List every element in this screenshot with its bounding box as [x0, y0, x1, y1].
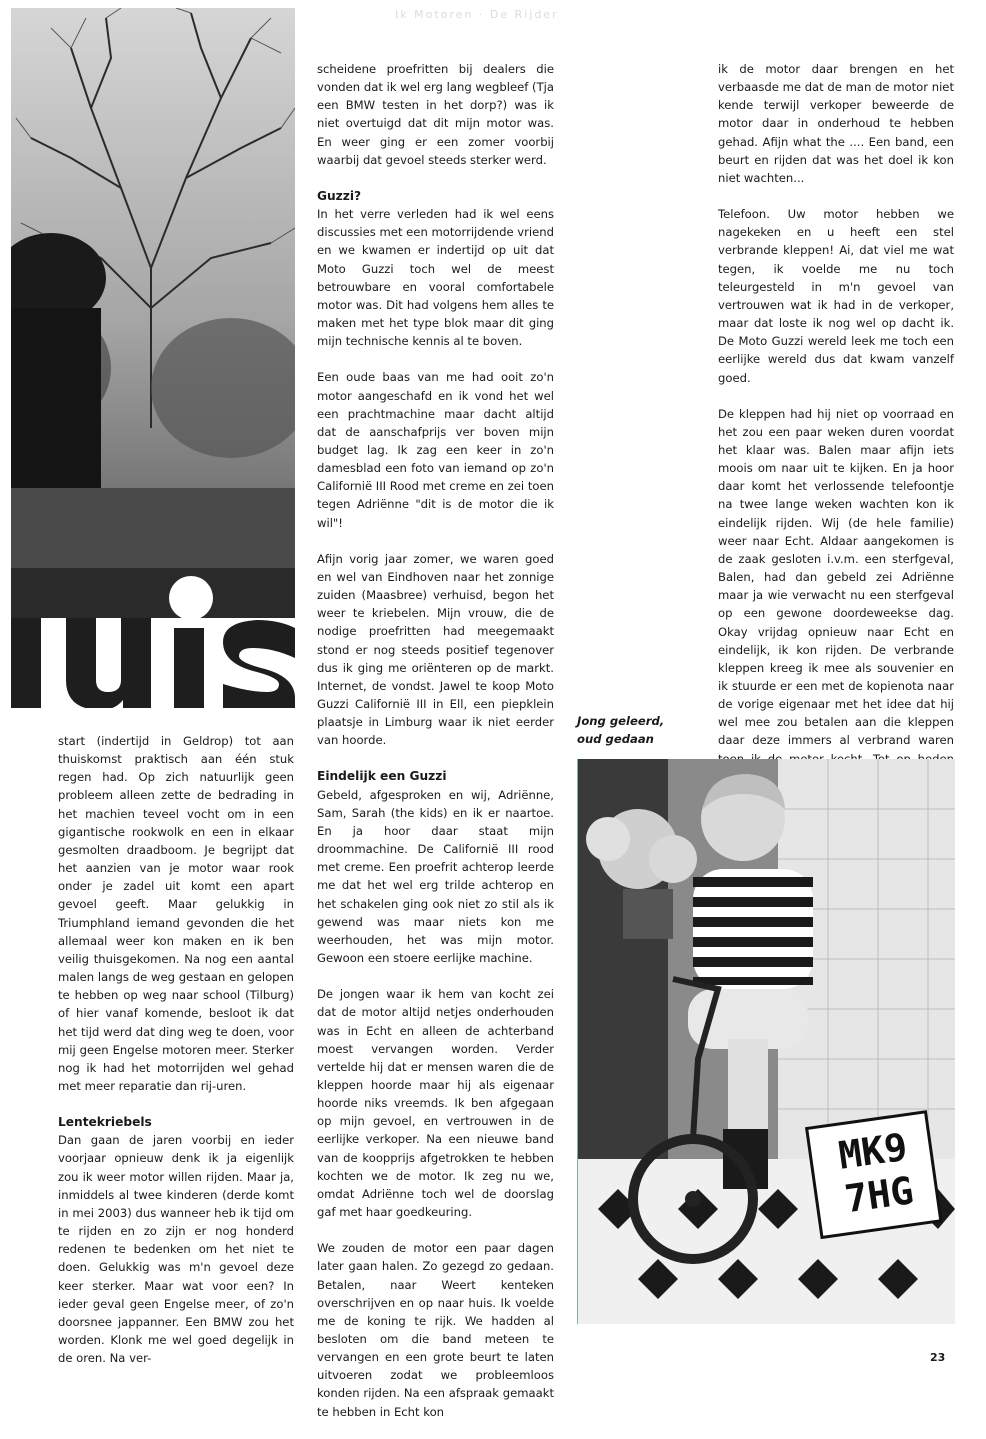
- child-on-bike-photo-icon: [578, 759, 955, 1324]
- column-3: [718, 60, 954, 840]
- license-plate: [815, 1122, 936, 1224]
- paragraph: De kleppen had hij niet op voorraad en het zou een paar weken duren voordat het klaar was. Balen maar afijn iets moois om naar uit te kijken. En ja hoor daar komt het verlossende telefoontje na twee lange weken wachten kon ik eindelijk rijden. Wij (de hele familie) weer naar Echt. Aldaar aangekomen is de zaak gesloten i.v.m. een sterfgeval, Balen, had dan gebeld zei Adriënne maar ja wie verwacht nu een sterfgeval op een gewone doordeweekse dag. Okay vrijdag opnieuw naar Echt en eindelijk, ik kon rijden. De verbrande kleppen kreeg ik mee als souvenier en ik stuurde er een met de kopienota naar de vorige eigenaar met het idee dat hij wel mee zou betalen aan die kleppen daar deze immers al verbrand waren: [718, 406, 954, 748]
- paragraph: start (indertijd in Geldrop) tot aan thuiskomst praktisch aan één stuk regen had. Op zich natuurlijk geen probleem alleen zette de bedrading in het machien teveel vocht om in een gigantische rookwolk en een in elkaar gesmolten draadboom. Je begrijpt dat het aanzien van je motor waar rook onder je zadel uit komt een apart gevoel geeft. Maar gelukkig in Triumphland iemand gevonden die het allemaal weer kon maken en ik ben veilig thuisgekomen. Na nog een aantal malen langs de weg gestaan en gelopen te hebben op weg naar school (Tilburg) of hier vanaf komende, besloot ik dat het tijd werd dat ding weg te doen, voor mij geen Engelse motoren meer. Sterker nog ik had het motorrijden wel gehad met meer reparatie dan rij-uren.: [58, 734, 294, 1093]
- paragraph: Een oude baas van me had ooit zo'n motor aangeschafd en ik vond het wel een prachtmachine maar dacht altijd dat de aanschafprijs ver boven mijn budget lag. Ik zag een keer in zo'n damesblad een foto van iemand op zo'n Californië III Rood met creme en zei toen tegen Adriënne "dit is de motor die ik wil"!: [317, 370, 554, 530]
- page-number: 23: [930, 1351, 946, 1364]
- paragraph: scheidene proefritten bij dealers die vonden dat ik wel erg lang wegbleef (Tja een BMW testen in het dorp?) was ik niet overtuigd dat dit mijn motor was. En weer ging er een zomer voorbij waarbij dat gevoel steeds sterker werd.: [317, 62, 554, 167]
- paragraph: We zouden de motor een paar dagen later gaan halen. Zo gezegd zo gedaan. Betalen, naar Weert kenteken overschrijven en op naar huis. Ik voelde me de koning te rijk. We hadden al besloten om die band meteen te vervangen en een grote beurt te laten uitvoeren zodat we probleemloos konden rijden. Na een afspraak gemaakt te hebben in Echt kon: [317, 1241, 554, 1419]
- paragraph: Telefoon. Uw motor hebben we nagekeken en u heeft een stel verbrande kleppen! Ai, dat viel me wat tegen, ik voelde me nu toch teleurgesteld in m'n gevoel van vertrouwen wat ik had in de verkoper, maar dat loste ik nog wel op dacht ik. De Moto Guzzi wereld leek me toch een eerlijke wereld dus dat kwam vanzelf goed.: [718, 207, 954, 385]
- subheading-eindelijk-een-guzzi: Eindelijk een Guzzi: [317, 769, 447, 784]
- column-2: [317, 60, 554, 1439]
- paragraph: De jongen waar ik hem van kocht zei dat de motor altijd netjes onderhouden was in Echt en alleen de achterband moest vervangen worden. Verder vertelde hij dat er mensen waren die de kleppen hoorde maar hij als eigenaar hoorde niks vreemds. Ik ben afgegaan op mijn gevoel, en vertrouwen in de eerlijke verkoper. Na een nieuwe band van de koopprijs afgetrokken te hebben kochten we de motor. Ik zeg nu we, omdat Adriënne toch wel de doorslag gaf met haar goedkeuring.: [317, 987, 554, 1220]
- plate-line-2: 7HG: [842, 1168, 917, 1222]
- subheading-lentekriebels: Lentekriebels: [58, 1115, 152, 1130]
- plate-line-1: MK9: [835, 1124, 910, 1178]
- paragraph: Dan gaan de jaren voorbij en ieder voorjaar opnieuw denk ik ja eigenlijk zou ik weer motor willen rijden. Maar ja, inmiddels al twee kinderen (derde komt in mei 2003) dus wanneer heb ik tijd om te rijden en zo zijn er nog honderd redenen te bedenken om het niet te doen. Gelukkig was m'n gevoel deze keer sterker. Maar wat voor een? In ieder geval geen Engelse meer, of zo'n doorsnee jappanner. Een BMW zou het worden. Klonk me wel goed degelijk in de oren. Na ver-: [58, 1133, 294, 1366]
- photo-caption: [577, 712, 667, 748]
- tree-photo-icon: [11, 8, 295, 708]
- paragraph: In het verre verleden had ik wel eens discussies met een motorrijdende vriend en we kwamen er indertijd op uit dat Moto Guzzi toch wel de meest betrouwbare en vooral comfortabele motor was. Dit had volgens hem alles te maken met het type blok maar dit ging mijn technische kennis al te boven.: [317, 207, 554, 349]
- header-ghost-text: Ik Motoren · De Rijder: [395, 8, 559, 21]
- subheading-guzzi: Guzzi?: [317, 188, 362, 203]
- caption-line-1: Jong geleerd,: [577, 714, 665, 728]
- paragraph: Afijn vorig jaar zomer, we waren goed en wel van Eindhoven naar het zonnige zuiden (Maasbree) verhuisd, begon het weer te kriebelen. Mijn vrouw, die de nodige proefritten had meegemaakt stond er nog steeds positief tegenover dus ik ging me oriënteren op de markt. Internet, de vondst. Jawel te koop Moto Guzzi Californië III in Ell, een piepklein plaatsje in Limburg waar ik niet eerder van hoorde.: [317, 551, 554, 748]
- paragraph: ik de motor daar brengen en het verbaasde me dat de man de motor niet kende terwijl verkoper beweerde de motor daar in onderhoud te hebben gehad. Afijn what the .... Een band, een beurt en rijden dat was het doel ik kon niet wachten...: [718, 62, 954, 185]
- caption-line-2: oud gedaan: [577, 732, 654, 746]
- column-1: [58, 732, 294, 1385]
- paragraph: Gebeld, afgesproken en wij, Adriënne, Sam, Sarah (the kids) en ik er naartoe. En ja hoor daar staat mijn droommachine. De Californië III rood met creme. Een proefrit achterop leerde me dat het wel erg trilde achterop en het schakelen ging ook niet zo stil als ik gewend was maar niets kon me weerhouden, het was mijn motor. Gewoon een stoere eerlijke machine.: [317, 787, 554, 966]
- child-on-bike-photo: [578, 759, 955, 1324]
- tree-photo: [11, 8, 295, 708]
